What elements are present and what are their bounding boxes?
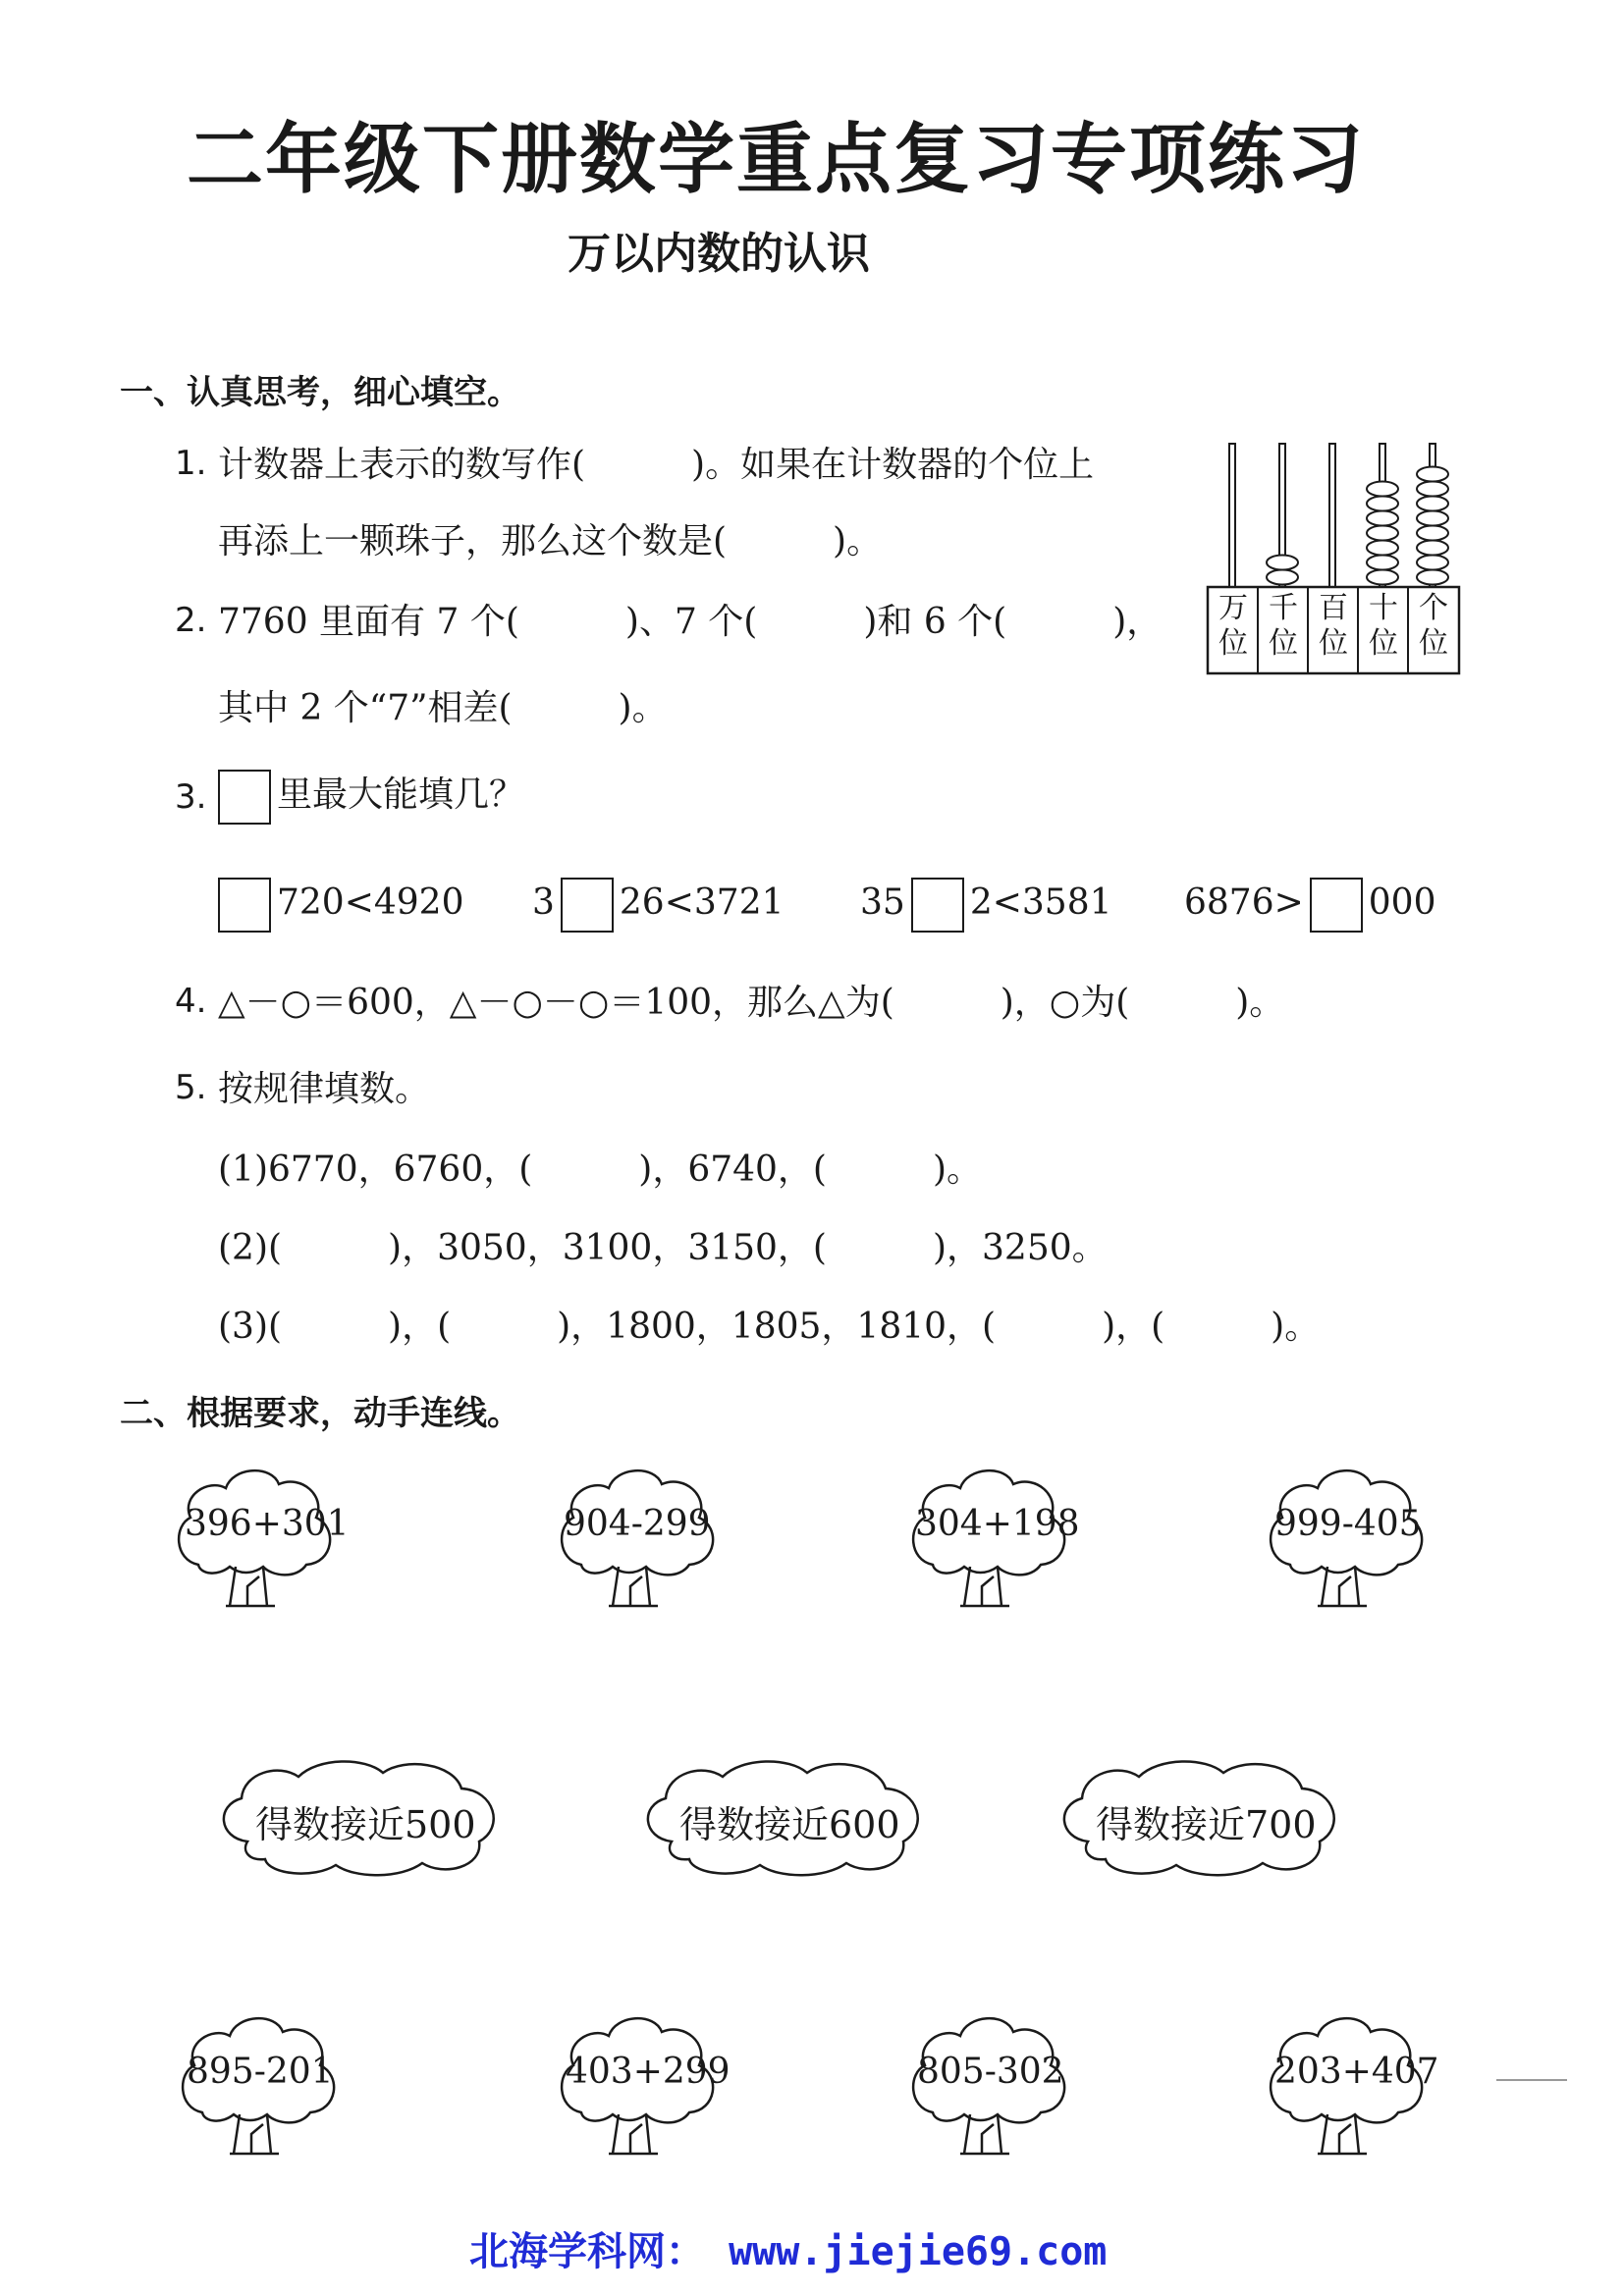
abacus xyxy=(1206,440,1461,675)
bottom-tree-3-label: 805-302 xyxy=(917,2052,1064,2092)
abacus-bead-shi xyxy=(1367,541,1398,556)
abacus-bead-ge xyxy=(1417,511,1448,526)
q3-item-1 xyxy=(218,878,464,933)
abacus-bead-qian xyxy=(1267,556,1298,570)
q1-number: 1. xyxy=(175,444,207,483)
bottom-tree-4[interactable] xyxy=(1261,2004,1439,2171)
q1-line1: 计数器上表示的数写作( )。如果在计数器的个位上 xyxy=(218,445,1095,485)
q5-number: 5. xyxy=(175,1068,207,1107)
q3-item-1-after: 720<4920 xyxy=(277,882,464,923)
q3-prompt-text: 里最大能填几？ xyxy=(277,774,525,815)
q5-row-2: (2)( )，3050，3100，3150，( )，3250。 xyxy=(218,1228,1108,1268)
abacus-label-wan: 万位 xyxy=(1218,591,1248,661)
q3-item-2 xyxy=(532,878,785,933)
cloud-700[interactable] xyxy=(1049,1751,1353,1883)
q1-line2: 再添上一颗珠子，那么这个数是( )。 xyxy=(218,521,883,561)
abacus-bead-shi xyxy=(1367,526,1398,541)
q3-item-3 xyxy=(860,878,1112,933)
abacus-bead-qian xyxy=(1267,570,1298,585)
q3-item-3-before: 35 xyxy=(860,882,905,923)
page-subtitle: 万以内数的认识 xyxy=(568,229,870,279)
q3-item-1-box[interactable] xyxy=(218,878,271,933)
abacus-bead-ge xyxy=(1417,497,1448,511)
q5-prompt: 按规律填数。 xyxy=(218,1069,431,1109)
section1-heading: 一、认真思考，细心填空。 xyxy=(120,373,520,412)
q2-line1: 7760 里面有 7 个( )、7 个( )和 6 个( )， xyxy=(218,602,1163,642)
q3-item-4-box[interactable] xyxy=(1310,878,1363,933)
abacus-bead-shi xyxy=(1367,556,1398,570)
abacus-label-shi: 十位 xyxy=(1369,591,1398,661)
abacus-label-qian: 千位 xyxy=(1269,591,1298,661)
abacus-bead-ge xyxy=(1417,467,1448,482)
abacus-bead-shi xyxy=(1367,497,1398,511)
bottom-tree-3[interactable] xyxy=(903,2004,1076,2171)
q3-number: 3. xyxy=(175,777,207,817)
abacus-bead-ge xyxy=(1417,556,1448,570)
abacus-bead-ge xyxy=(1417,570,1448,585)
bottom-tree-4-label: 203+407 xyxy=(1274,2052,1439,2092)
q3-item-2-box[interactable] xyxy=(561,878,614,933)
section2-heading: 二、根据要求，动手连线。 xyxy=(120,1394,520,1433)
cloud-600[interactable] xyxy=(632,1751,937,1883)
q3-item-4-after: 000 xyxy=(1368,882,1436,923)
abacus-bead-ge xyxy=(1417,541,1448,556)
bottom-tree-2[interactable] xyxy=(552,2004,731,2171)
q3-item-3-after: 2<3581 xyxy=(969,882,1112,923)
q5-row-3: (3)( )，( )，1800，1805，1810，( )，( )。 xyxy=(218,1307,1321,1347)
q3-item-4-before: 6876> xyxy=(1184,882,1304,923)
q3-prompt xyxy=(218,770,524,825)
abacus-label-ge: 个位 xyxy=(1419,591,1448,661)
top-tree-4[interactable] xyxy=(1261,1457,1434,1624)
q2-number: 2. xyxy=(175,601,207,640)
bottom-tree-1[interactable] xyxy=(173,2004,346,2171)
top-tree-2-label: 904-299 xyxy=(564,1504,711,1544)
top-tree-4-label: 999-405 xyxy=(1274,1504,1422,1544)
cloud-600-label: 得数接近600 xyxy=(679,1803,900,1846)
q3-item-3-box[interactable] xyxy=(911,878,964,933)
abacus-rod-wan xyxy=(1229,444,1235,587)
abacus-bead-ge xyxy=(1417,482,1448,497)
top-tree-2[interactable] xyxy=(552,1457,725,1624)
abacus-bead-ge xyxy=(1417,526,1448,541)
footer-source[interactable]: 北海学科网： www.jiejie69.com xyxy=(469,2229,1108,2274)
q3-item-2-after: 26<3721 xyxy=(619,882,785,923)
q2-line2: 其中 2 个“7”相差( )。 xyxy=(218,688,668,728)
bottom-tree-1-label: 895-201 xyxy=(187,2052,334,2092)
abacus-bead-shi xyxy=(1367,570,1398,585)
q3-item-4 xyxy=(1184,878,1436,933)
abacus-bead-shi xyxy=(1367,511,1398,526)
page-title: 二年级下册数学重点复习专项练习 xyxy=(187,116,1366,204)
abacus-bead-shi xyxy=(1367,482,1398,497)
q3-prompt-box xyxy=(218,770,271,825)
top-tree-1[interactable] xyxy=(169,1457,350,1624)
abacus-rod-bai xyxy=(1329,444,1335,587)
cloud-500[interactable] xyxy=(208,1751,513,1883)
abacus-label-bai: 百位 xyxy=(1319,591,1348,661)
q4-text: △－○＝600，△－○－○＝100，那么△为( )，○为( )。 xyxy=(218,983,1285,1023)
q4-number: 4. xyxy=(175,982,207,1021)
top-tree-1-label: 396+301 xyxy=(185,1504,350,1544)
cloud-500-label: 得数接近500 xyxy=(255,1803,476,1846)
top-tree-3-label: 304+198 xyxy=(915,1504,1080,1544)
bottom-tree-2-label: 403+299 xyxy=(566,2052,731,2092)
q3-item-2-before: 3 xyxy=(532,882,555,923)
decorative-dash xyxy=(1496,2079,1567,2081)
top-tree-3[interactable] xyxy=(903,1457,1080,1624)
cloud-700-label: 得数接近700 xyxy=(1096,1803,1317,1846)
q5-row-1: (1)6770，6760，( )，6740，( )。 xyxy=(218,1149,983,1190)
